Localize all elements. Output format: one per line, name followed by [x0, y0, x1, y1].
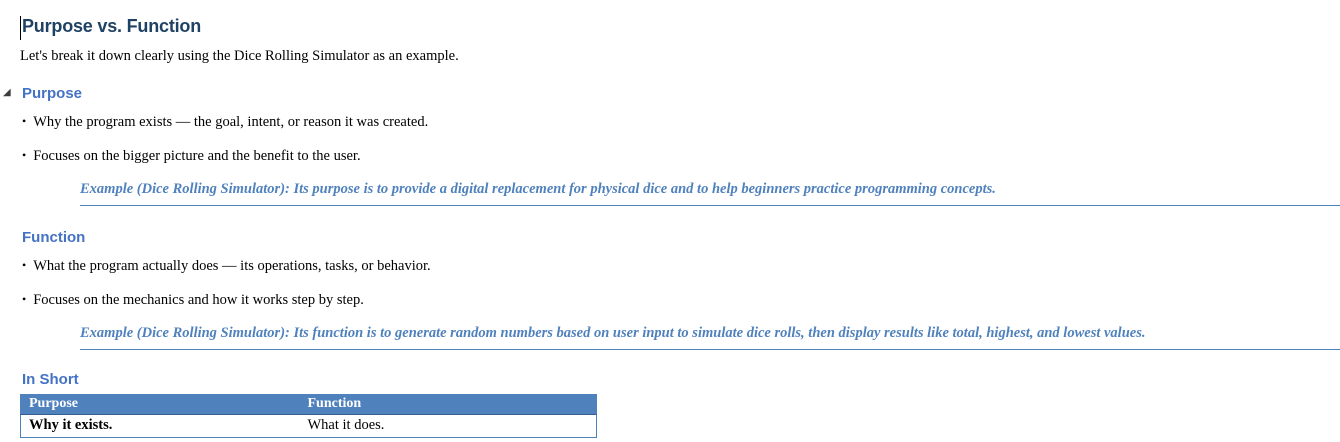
- example-callout-purpose: Example (Dice Rolling Simulator): Its purpose is to provide a digital replacement for physical dice and to help beginners practice programming concepts.: [80, 180, 1340, 206]
- summary-table: [20, 394, 597, 438]
- example-callout-function: Example (Dice Rolling Simulator): Its function is to generate random numbers based on user input to simulate dice rolls, then display results like total, highest, and lowest values.: [80, 324, 1340, 350]
- bullet-text: What the program actually does — its operations, tasks, or behavior.: [33, 258, 431, 275]
- bullet-icon: •: [22, 258, 27, 273]
- table-header-cell-function: Function: [300, 395, 597, 415]
- bullet-icon: •: [22, 292, 27, 307]
- table-cell-function-value: What it does.: [300, 415, 597, 438]
- bullet-item: [22, 290, 1340, 310]
- table-cell-purpose-value: Why it exists.: [21, 415, 300, 438]
- text-cursor: [20, 16, 21, 40]
- table-row: [21, 415, 597, 438]
- bullet-item: [22, 256, 1340, 276]
- bullet-icon: •: [22, 114, 27, 129]
- bullet-item: [22, 146, 1340, 166]
- section-heading-function: [22, 228, 1340, 248]
- intro-text: Let's break it down clearly using the Dice Rolling Simulator as an example.: [20, 48, 459, 65]
- collapse-triangle-icon[interactable]: ◢: [3, 87, 11, 99]
- in-short-heading-label: In Short: [22, 371, 79, 389]
- bullet-item: [22, 112, 1340, 132]
- purpose-heading-label: Purpose: [22, 85, 83, 103]
- bullet-icon: •: [22, 148, 27, 163]
- title-row: [20, 14, 1340, 40]
- table-header-cell-purpose: Purpose: [21, 395, 300, 415]
- bullet-text: Focuses on the mechanics and how it works step by step.: [33, 292, 364, 309]
- table-header-row: [21, 395, 597, 415]
- bullet-text: Focuses on the bigger picture and the benefit to the user.: [33, 148, 361, 165]
- section-heading-in-short: [22, 370, 1340, 390]
- section-heading-purpose: [3, 84, 1340, 104]
- function-heading-label: Function: [22, 229, 86, 247]
- document-title: Purpose vs. Function: [22, 16, 202, 36]
- bullet-text: Why the program exists — the goal, intent, or reason it was created.: [33, 114, 429, 131]
